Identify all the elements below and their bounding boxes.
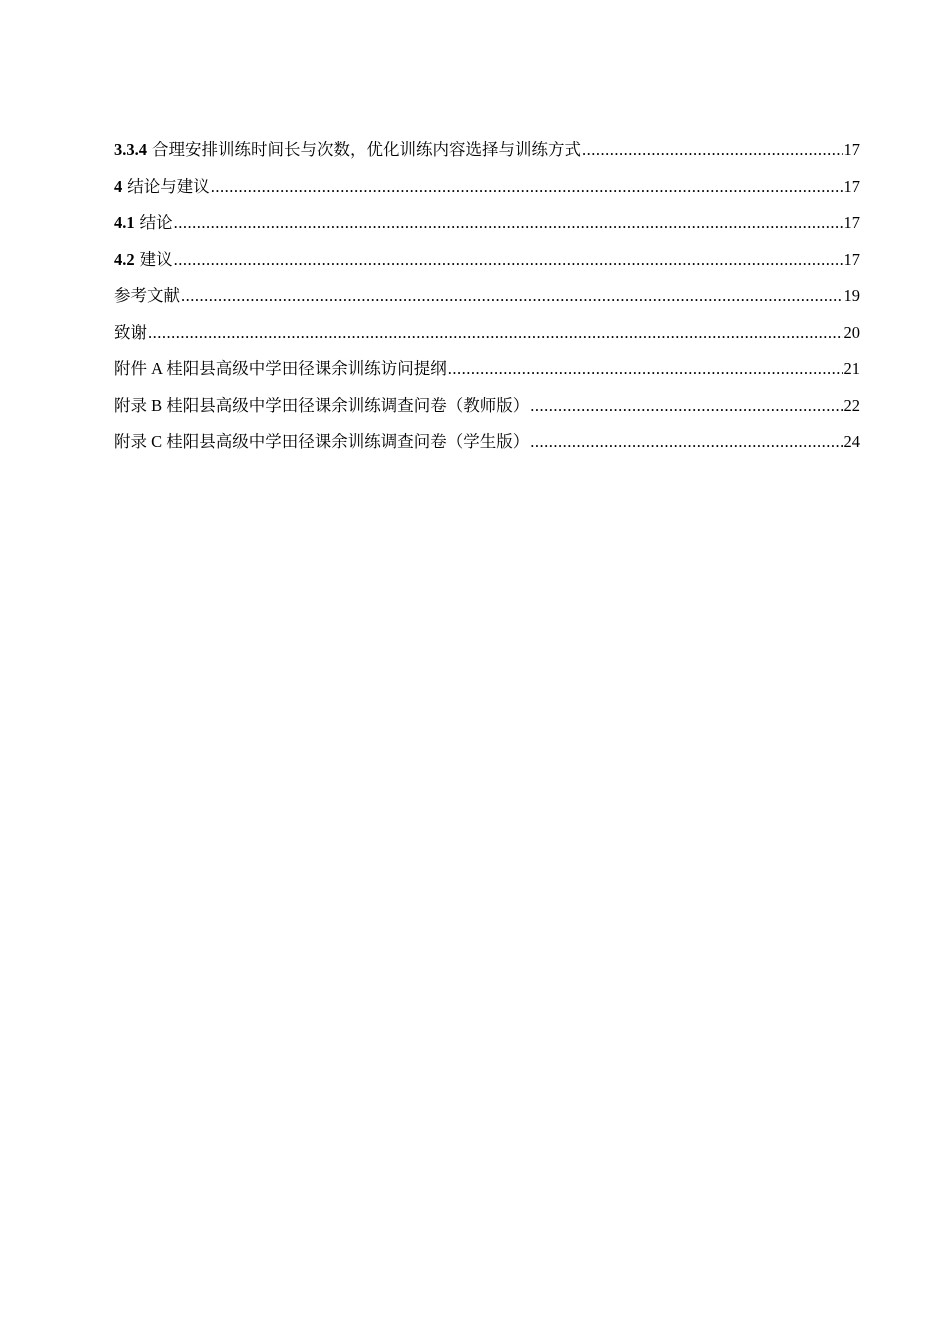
toc-entry-title: 参考文献 xyxy=(114,286,180,305)
toc-entry-title: 附录 B 桂阳县高级中学田径课余训练调查问卷（教师版） xyxy=(114,395,530,415)
toc-dot-leader xyxy=(174,211,843,235)
toc-entry[interactable] xyxy=(114,430,860,467)
toc-entry-page: 22 xyxy=(843,395,860,415)
toc-dot-leader xyxy=(530,430,842,454)
toc-entry-number: 3.3.4 xyxy=(114,140,147,159)
toc-entry[interactable] xyxy=(114,175,860,212)
toc-entry-title: 附录 C 桂阳县高级中学田径课余训练调查问卷（学生版） xyxy=(114,432,530,451)
toc-entry-title: 合理安排训练时间长与次数，优化训练内容选择与训练方式 xyxy=(152,140,581,159)
toc-dot-leader xyxy=(174,248,843,272)
toc-entry[interactable] xyxy=(114,284,860,321)
toc-entry-page: 24 xyxy=(843,432,860,451)
toc-entry-title: 致谢 xyxy=(114,322,147,342)
toc-entry-title: 附件 A 桂阳县高级中学田径课余训练访问提纲 xyxy=(114,359,447,378)
toc-entry-page: 17 xyxy=(843,140,860,159)
toc-entry-number: 4.2 xyxy=(114,249,135,269)
toc-entry[interactable] xyxy=(114,138,860,175)
toc-entry-page: 17 xyxy=(843,213,860,232)
toc-dot-leader xyxy=(211,175,843,199)
table-of-contents xyxy=(114,138,860,467)
toc-entry-page: 19 xyxy=(843,286,860,305)
toc-entry-page: 17 xyxy=(843,176,860,196)
toc-dot-leader xyxy=(148,321,843,345)
toc-entry-page: 21 xyxy=(843,359,860,378)
toc-entry-title: 建议 xyxy=(139,249,173,269)
toc-dot-leader xyxy=(530,394,842,418)
toc-entry[interactable] xyxy=(114,211,860,248)
toc-entry-number: 4.1 xyxy=(114,213,135,232)
toc-dot-leader xyxy=(582,138,843,162)
toc-entry-page: 17 xyxy=(843,249,860,269)
toc-entry[interactable] xyxy=(114,248,860,285)
toc-entry-number: 4 xyxy=(114,176,123,196)
toc-entry[interactable] xyxy=(114,357,860,394)
toc-entry-title: 结论与建议 xyxy=(127,176,210,196)
toc-entry[interactable] xyxy=(114,321,860,358)
toc-dot-leader xyxy=(181,284,843,308)
toc-entry-page: 20 xyxy=(843,322,860,342)
toc-entry[interactable] xyxy=(114,394,860,431)
toc-dot-leader xyxy=(448,357,843,381)
toc-entry-title: 结论 xyxy=(139,213,173,232)
